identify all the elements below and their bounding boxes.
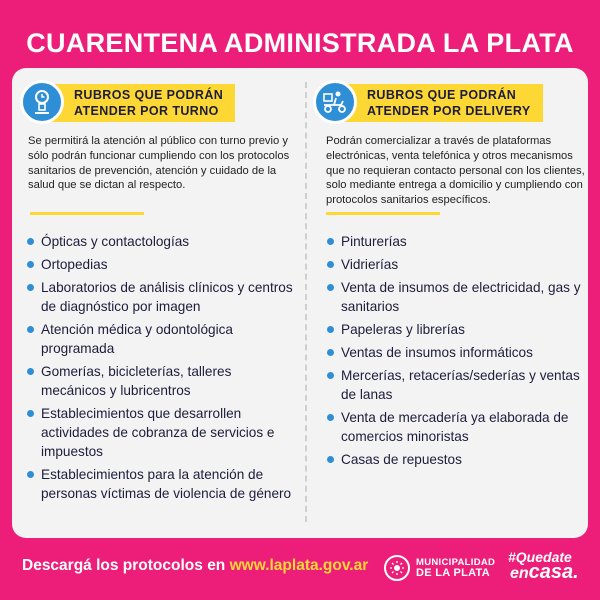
list-item: Atención médica y odontológica programada	[27, 320, 299, 358]
hashtag-line1: #Quedate	[508, 549, 572, 565]
info-card	[12, 68, 588, 538]
clock-person-icon	[20, 80, 64, 124]
seal-icon	[384, 555, 410, 581]
turno-heading	[48, 84, 235, 122]
list-item: Papeleras y librerías	[327, 320, 585, 339]
list-item: Ópticas y contactologías	[27, 232, 299, 251]
delivery-heading-line2: ATENDER POR DELIVERY	[367, 104, 531, 118]
turno-description: Se permitirá la atención al público con turno previo y sólo podrán funcionar cumpliendo con los protocolos sanitarios de prevención, atención y cuidado de la salud que se dictan al respecto.	[28, 135, 290, 192]
list-item: Mercerías, retacerías/sederías y ventas de lanas	[327, 366, 585, 404]
delivery-description: Podrán comercializar a través de plataformas electrónicas, venta telefónica y otros mecanismos que no requieran contacto personal con los clientes, solo mediante entrega a domicilio y cumpliendo con protocolos sanitarios específicos.	[326, 135, 585, 207]
muni-line2: DE LA PLATA	[416, 567, 490, 579]
muni-line1: MUNICIPALIDAD	[416, 557, 496, 568]
footer-label: Descargá los protocolos en	[22, 557, 226, 574]
column-divider	[305, 82, 307, 522]
delivery-scooter-icon	[313, 80, 357, 124]
hashtag-casa: casa.	[528, 561, 579, 583]
turno-separator	[30, 212, 144, 215]
turno-list	[27, 232, 299, 507]
list-item: Laboratorios de análisis clínicos y centros de diagnóstico por imagen	[27, 278, 299, 316]
list-item: Establecimientos para la atención de personas víctimas de violencia de género	[27, 465, 299, 503]
delivery-list	[327, 232, 585, 473]
list-item: Pinturerías	[327, 232, 585, 251]
municipality-logo	[384, 548, 495, 588]
delivery-separator	[326, 212, 440, 215]
footer-download-text	[22, 557, 368, 575]
hashtag-logo	[508, 550, 579, 581]
hashtag-en: en	[510, 565, 529, 582]
list-item: Venta de mercadería ya elaborada de comercios minoristas	[327, 408, 585, 446]
footer-url-link[interactable]: www.laplata.gov.ar	[229, 557, 369, 574]
list-item: Venta de insumos de electricidad, gas y sanitarios	[327, 278, 585, 316]
turno-heading-line1: RUBROS QUE PODRÁN	[74, 88, 224, 102]
turno-heading-line2: ATENDER POR TURNO	[74, 104, 219, 118]
list-item: Vidrierías	[327, 255, 585, 274]
list-item: Casas de repuestos	[327, 450, 585, 469]
list-item: Ortopedias	[27, 255, 299, 274]
list-item: Gomerías, bicicleterías, talleres mecánicos y lubricentros	[27, 362, 299, 400]
page-title: CUARENTENA ADMINISTRADA LA PLATA	[26, 28, 574, 58]
delivery-heading	[341, 84, 543, 122]
list-item: Ventas de insumos informáticos	[327, 343, 585, 362]
delivery-heading-line1: RUBROS QUE PODRÁN	[367, 88, 517, 102]
list-item: Establecimientos que desarrollen actividades de cobranza de servicios e impuestos	[27, 404, 299, 461]
